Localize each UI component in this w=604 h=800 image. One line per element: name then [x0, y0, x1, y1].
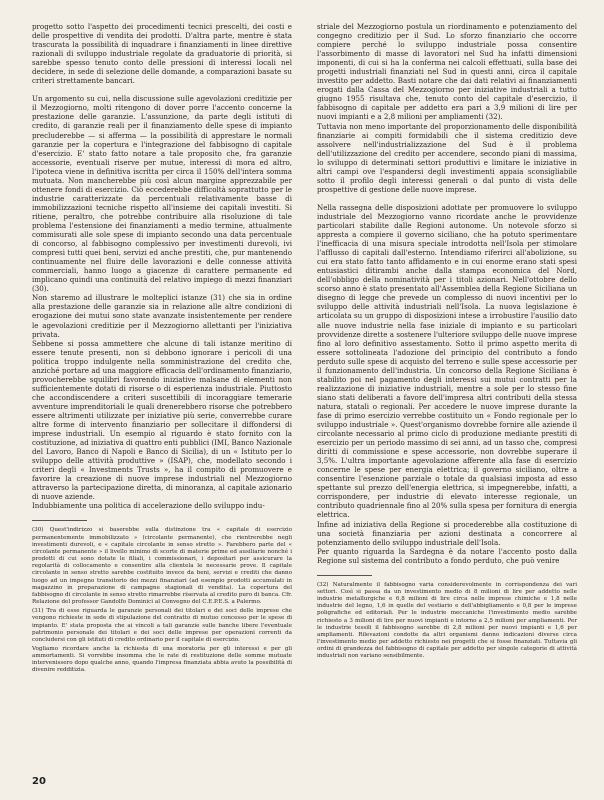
left-footnotes	[32, 527, 292, 674]
paragraph: Non staremo ad illustrare le molteplici istanze (31) che sia in ordine alla prestazione delle garanzie sia in relazione alle altre condizioni di erogazione dei mutui sono state avanzate insistentemente per rendere le agevolazioni creditizie per il Mezzogiorno allettanti per l'iniziativa privata.	[32, 293, 292, 339]
paragraph: Sebbene si possa ammettere che alcune di tali istanze meritino di essere tenute presenti, non si debbono ignorare i pericoli di una politica troppo indulgente nella somministrazione del credito che, anziché portare ad una maggiore efficacia dell'ordinamento finanziario, provocherebbe squilibri favorendo iniziative malsane di elementi non sufficientemente dotati di risorse o di esperienza industriale. Piuttosto che accondiscendere a criteri suscettibili di incoraggiare temerarie avventure imprenditoriali le quali drenerebbero risorse che potrebbero essere altrimenti utilizzate per iniziative più serie, converrebbe curare altre forme di intervento finanziario per sollecitare il diffondersi di imprese industriali. Un esempio al riguardo è stato fornito con la costituzione, ad iniziativa di quattro enti pubblici (IMI, Banco Nazionale del Lavoro, Banco di Napoli e Banco di Sicilia), di un « Istituto per lo sviluppo delle attività produttive » (ISAP), che, modellato secondo i criteri degli « Investments Trusts », ha il compito di promuovere e favorire la creazione di nuove imprese industriali nel Mezzogiorno attraverso la partecipazione diretta, di minoranza, al capitale azionario di nuove aziende.	[32, 338, 292, 502]
right-body-text	[317, 22, 577, 565]
left-body-text	[32, 22, 292, 510]
footnote: (32) Naturalmente il fabbisogno varia considerevolmente in corrispondenza dei vari settori. Così si passa da un investimento medio di 8 milioni di lire per addetto nelle industrie metallurgiche e 6,8 milioni di lire circa nelle imprese chimiche e 1,8 nelle industrie del legno, 1,6 in quelle del vestiario e dell'abbigliamento e 0,8 per le imprese poligrafiche ed editoriali. Per le industrie meccaniche l'investimento medio sarebbe richiesto a 3 milioni di lire per nuovi impianti e intorno a 2,5 milioni per ampliamenti. Per le industrie tessili il fabbisogno sarebbe di 2,8 milioni per nuovi impianti e 1,6 per ampliamenti. Rilevazioni condotte da altri organismi danno indicazioni diverse circa l'investimento medio per addetto richiesto nei progetti che si fosse finanziati. Tuttavia gli ordini di grandezza del fabbisogno di capitale per addetto per singole categorie di attività industriali non variano sensibilmente.	[317, 581, 577, 660]
paragraph: Infine ad iniziativa della Regione si procederebbe alla costituzione di una società finanziaria per azioni destinata a concorrere al potenziamento dello sviluppo industriale dell'Isola.	[317, 519, 577, 547]
page-number: 20	[32, 776, 46, 787]
paragraph: striale del Mezzogiorno postula un riordinamento e potenziamento del congegno creditizio per il Sud. Lo sforzo finanziario che occorre compiere perché lo sviluppo industriale possa consentire l'assorbimento di masse di lavoratori nel Sud ha infatti dimensioni imponenti, di cui si ha la conferma nei calcoli effettuati, sulla base dei progetti industriali finanziati nel Sud in questi anni, circa il capitale investito per addetto. Basti notare che dai dati relativi ai finanziamenti erogati dalla Cassa del Mezzogiorno per iniziative industriali a tutto giugno 1955 risultava che, tenuto conto del capitale d'esercizio, il fabbisogno di capitale per addetto era pari a 3,9 milioni di lire per nuovi impianti e a 2,8 milioni per ampliamenti (32).	[317, 22, 577, 122]
paragraph: Per quanto riguarda la Sardegna è da notare l'accento posto dalla Regione sul sistema del contributo a fondo perduto, che può venire	[317, 546, 577, 565]
footnote: (31) Tra di esse riguarda le garanzie personali dei titolari e dei soci delle imprese che vengono richieste in sede di stipulazione del contratto di mutuo concesso per le spese di impianto. E' stata proposta che ai vincoli a tali garanzie sulle banche libere l'eventuale patrimonio personale dei titolari e dei soci delle imprese per operazioni correnti da concludersi con gli istituti di credito ordinario per il capitale di esercizio.	[32, 608, 292, 643]
paragraph: Indubbiamente una politica di accelerazione dello sviluppo indu-	[32, 501, 265, 511]
paragraph: progetto sotto l'aspetto dei procedimenti tecnici prescelti, dei costi e delle prospettive di vendita dei prodotti. D'altra parte, mentre è stata trascurata la possibilità di inquadrare i finanziamenti in linee direttive razionali di sviluppo industriale regolate da graduatorie di priorità, si sarebbe spesso tenuto conto delle pressioni di interessi locali nel decidere, in sede di selezione delle domande, a comparazioni basate su criteri strettamente bancari.	[32, 22, 292, 86]
footnote-divider	[32, 520, 87, 521]
paragraph: Nella rassegna delle disposizioni adottate per promuovere lo sviluppo industriale del Mezzogiorno vanno ricordate anche le provvidenze particolari stabilite dalle Regioni autonome. Un notevole sforzo si appresta a compiere il governo siciliano, che ha potuto sperimentare l'inefficacia di una misura speciale introdotta nell'Isola per stimolare l'afflusso di capitali dall'esterno. Intendiamo riferirci all'abolizione, su cui era stato fatto tanto affidamento e in cui enorme erano stati spesi entusiastici ditirambi anche dalla stampa economica del Nord, dell'obbligo della nominatività per i titoli azionari. Nell'ottobre dello scorso anno è stato presentato all'Assemblea della Regione Siciliana un disegno di legge che prevede un complesso di nuovi incentivi per lo sviluppo delle attività industriali nell'Isola. La nuova legislazione è articolata su un gruppo di disposizioni intese a irrobustire l'ausilio dato alle nuove industrie nella fase iniziale di impianto e su particolari provvidenze dirette a sostenere l'ulteriore sviluppo delle nuove imprese fino al loro definitivo assestamento. Sotto il primo aspetto merita di essere sottolineata l'adozione del principio del contributo a fondo perduto sulle spese di acquisto del terreno e sulle spese accessorie per il funzionamento dell'industria. Un concorso della Regione Siciliana è stabilito poi nel pagamento degli interessi sui mutui contratti per la realizzazione di iniziative industriali, mentre a sole per lo stesso fine siano stati deliberati a favore dell'impresa altri contributi della stessa natura, statali o regionali. Per accedere le nuove imprese durante la fase di primo esercizio verrebbe costituito un « Fondo regionale per lo sviluppo industriale ». Quest'organismo dovrebbe fornire alle aziende il circolante necessario al primo ciclo di produzione mediante prestiti di esercizio per un periodo massimo di sei anni, ad un tasso che, compresi diritti di commissione e spese accessorie, non dovrebbe superare il 3,5%. L'ultra importante agevolazione afferente alla fase di esercizio concerne le spese per energia elettrica; il governo siciliano, oltre a consentire l'esenzione parziale o totale da qualsiasi imposta ad esso spettante sul prezzo dell'energia elettrica, si impegnerebbe, infatti, a corrispondere, per industrie di elevato interesse regionale, un contributo quadriennale fino al 20% sulla spesa per fornitura di energia elettrica.	[317, 202, 577, 520]
footnote-divider	[317, 575, 372, 576]
footnote: (30) Quest'indirizzo si baserebbe sulla distinzione tra « capitale di esercizio permanentemente immobilizzato » (circolante permanente), che rientrerebbe negli investimenti durevoli, e « capitale circolante in senso stretto ». Farebbero parte del « circolante permanente » il livello minimo di scorte di materie prime ed ausiliarie nonché i prodotti di cui sono dotate le filiali, i commissionari, i depositari per assicurare la regolarità di collocamento e consentire alla clientela le necessarie prove. Il capitale circolante in senso stretto sarebbe costituito invece da beni, servizi e crediti che danno luogo ad un impegno transitorio dei mezzi finanziari (ad esempio prodotti accumulati in magazzino in preparazione di campagne stagionali di vendita). La copertura del fabbisogno di circolante in senso stretto rimarrebbe riservata al credito puro di banca. Cfr. Relazione del professor Gandolfo Dominici al Convegno del C.E.P.E.S. a Palermo.	[32, 527, 292, 606]
left-column	[32, 22, 292, 677]
footnote: Vogliamo ricordare anche la richiesta di una moratoria per gli interessi e per gli ammortamenti. Si vorrebbe insomma che le rate di restituzione delle somme mutuate intervenissero dopo qualche anno, quando l'impresa finanziata abbia avuto la possibilità di divenire redditizia.	[32, 645, 292, 674]
paragraph: Tuttavia non meno importante del proporzionamento delle disponibilità finanziarie ai compiti formidabili che il sistema creditizio deve assolvere nell'industrializzazione del Sud è il problema dell'utilizzazione del credito per accendere, secondo piani di massima, lo sviluppo di determinati settori produttivi e limitare le iniziative in altri campi ove l'espandersi degli investimenti appaia sconsigliabile sotto il profilo degli interessi generali o dal punto di vista delle prospettive di gestione delle nuove imprese.	[317, 121, 577, 194]
right-column	[317, 22, 577, 662]
paragraph: Un argomento su cui, nella discussione sulle agevolazioni creditizie per il Mezzogiorno, molti ritengono di dover porre l'accento concerne la prestazione delle garanzie. L'assunzione, da parte degli istituti di credito, di garanzie reali per il finanziamento delle spese di impianto precluderebbe — si afferma — la possibilità di apprestare le normali garanzie per la copertura e l'integrazione del fabbisogno di capitale d'esercizio. E' stato fatto notare a tale proposito che, fra garanzie accessorie, eventuali riserve per mutue, interessi di mora ed altro, l'ipoteca viene in definitiva iscritta per circa il 150% dell'intera somma mutuata. Non mancherebbe più così alcun margine apprezzabile per ottenere fondi di esercizio. Ciò eccederebbe difficoltà soprattutto per le industrie caratterizzate da percentuali relativamente basse di immobilizzazioni tecniche rispetto all'insieme dei capitali investiti. Si ritiene, peraltro, che potrebbe contribuire alla risoluzione di tale problema l'estensione dei finanziamenti a medio termine, attualmente commisurati alle sole spese di impianto secondo una data percentuale di concorso, al fabbisogno complessivo per investimenti durevoli, ivi compresi tutti quei beni, servizi ed anche prestiti, che, pur mantenendo continuamente nel fluire delle lavorazioni e delle connesse attività commerciali, hanno luogo a giacenze di carattere permanente ed implicano quindi una continuità del relativo impiego di mezzi finanziari (30).	[32, 94, 292, 294]
right-footnotes	[317, 582, 577, 661]
